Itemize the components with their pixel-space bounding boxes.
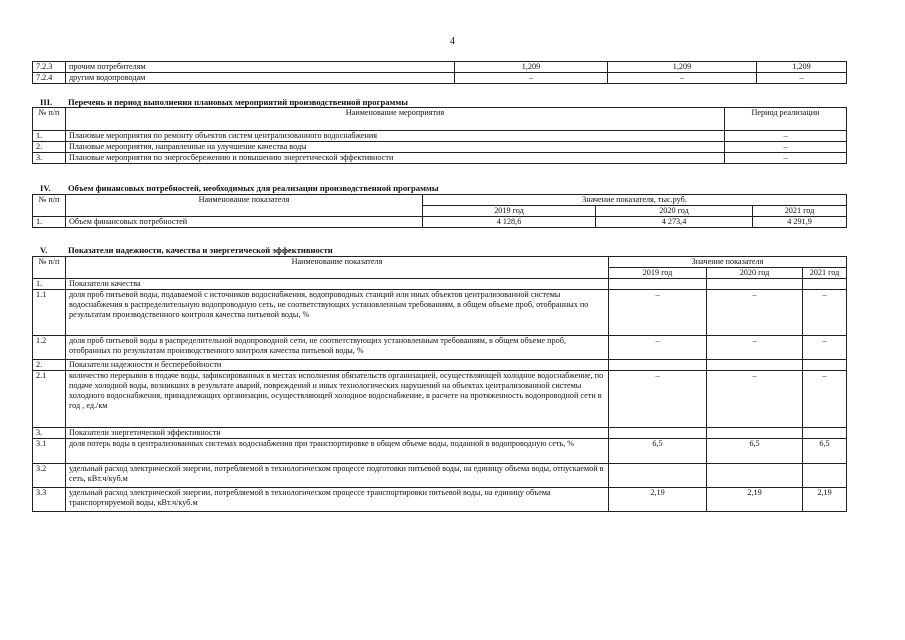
table-cell: 1,209: [757, 62, 847, 73]
col-header-value: Значение показателя: [609, 257, 847, 268]
table-cell: –: [707, 336, 803, 360]
table-cell: удельный расход электрической энергии, потребляемой в технологическом процессе подготовки питьевой воды, на единицу объема воды, отпускаемой в сеть, кВт.ч/куб.м: [66, 464, 609, 488]
table-cell: доля проб питьевой воды, подаваемой с источников водоснабжения, водопроводных станций или иных объектов централизованной системы водоснабжения в распределительную водопроводную сеть, не соответствующих установленным требованиям, в общем объеме проб, отобранных по результатам производственного контроля качества питьевой воды, %: [66, 290, 609, 336]
table-row: [33, 153, 847, 164]
table-cell: 2.: [33, 360, 66, 371]
table-cell: 2.: [33, 142, 66, 153]
table-cell: доля потерь воды в централизованных системах водоснабжения при транспортировке в общем объеме воды, поданной в водопроводную сеть, %: [66, 439, 609, 464]
table-cell: 2,19: [707, 488, 803, 512]
table-cell: 4 273,4: [596, 217, 753, 228]
table-cell: 3.3: [33, 488, 66, 512]
table-row: [33, 360, 847, 371]
section-4-title: IV. Объем финансовых потребностей, необходимых для реализации производственной программы: [40, 183, 439, 193]
table-row: [33, 142, 847, 153]
section-3-title: III. Перечень и период выполнения плановых мероприятий производственной программы: [40, 97, 408, 107]
table-row: [33, 371, 847, 428]
table-cell: –: [725, 131, 847, 142]
table-cell: 3.: [33, 428, 66, 439]
table-cell: [707, 360, 803, 371]
table-row: [33, 62, 847, 73]
table-cell: количество перерывов в подаче воды, зафиксированных в местах исполнения обязательств организацией, осуществляющей холодное водоснабжение, по подаче холодной воды, возникших в результате аварий, повреждений и иных технологических нарушений на объектах централизованной системы холодного водоснабжения, принадлежащих организации, осуществляющей холодное водоснабжение, в расчете на протяженность водопроводной сети в год , ед./км: [66, 371, 609, 428]
col-header-name: Наименование показателя: [66, 257, 609, 279]
table-row: [33, 488, 847, 512]
table-cell: 2,19: [609, 488, 707, 512]
table-cell: доля проб питьевой воды в распределительной водопроводной сети, не соответствующих установленным требованиям, в общем объеме проб, отобранных по результатам производственного контроля качества питьевой воды, %: [66, 336, 609, 360]
table-cell: Показатели качества: [66, 279, 609, 290]
table-row: [33, 217, 847, 228]
table-row: [33, 290, 847, 336]
table-cell: прочим потребителям: [66, 62, 455, 73]
section-3-table: [32, 107, 847, 164]
table-row: [33, 428, 847, 439]
table-cell: –: [707, 371, 803, 428]
table-cell: 2,19: [803, 488, 847, 512]
table-cell: –: [608, 73, 757, 84]
table-cell: 1,209: [455, 62, 608, 73]
table-cell: 2.1: [33, 371, 66, 428]
col-header-year: 2020 год: [707, 268, 803, 279]
table-cell: 3.1: [33, 439, 66, 464]
table-cell: другим водопроводам: [66, 73, 455, 84]
table-cell: Плановые мероприятия, направленные на улучшение качества воды: [66, 142, 725, 153]
table-cell: Плановые мероприятия по энергосбережению и повышению энергетической эффективности: [66, 153, 725, 164]
table-cell: [803, 279, 847, 290]
table-cell: 1.2: [33, 336, 66, 360]
table-cell: [707, 428, 803, 439]
table-cell: [609, 279, 707, 290]
table-cell: 1.: [33, 217, 66, 228]
table-cell: –: [609, 290, 707, 336]
table-cell: 7.2.3: [33, 62, 66, 73]
col-header-num: № п/п: [33, 108, 66, 131]
table-cell: 6,5: [609, 439, 707, 464]
table-cell: –: [609, 371, 707, 428]
table-cell: [609, 464, 707, 488]
table-cell: [707, 464, 803, 488]
table-row: [33, 131, 847, 142]
col-header-num: № п/п: [33, 257, 66, 279]
col-header-name: Наименование показателя: [66, 195, 423, 217]
table-cell: Плановые мероприятия по ремонту объектов систем централизованного водоснабжения: [66, 131, 725, 142]
table-cell: 3.: [33, 153, 66, 164]
table-row: [33, 73, 847, 84]
table-cell: Объем финансовых потребностей: [66, 217, 423, 228]
table-cell: –: [707, 290, 803, 336]
table-cell: [707, 279, 803, 290]
table-cell: [609, 360, 707, 371]
col-header-period: Период реализации: [725, 108, 847, 131]
table-cell: –: [609, 336, 707, 360]
table-row: [33, 439, 847, 464]
table-cell: 7.2.4: [33, 73, 66, 84]
table-cell: –: [725, 142, 847, 153]
table-cell: 1.: [33, 279, 66, 290]
col-header-num: № п/п: [33, 195, 66, 217]
section-4-table: [32, 194, 847, 228]
page-number: 4: [450, 36, 455, 47]
col-header-year: 2019 год: [423, 206, 596, 217]
table-cell: 4 291,9: [753, 217, 847, 228]
table-cell: –: [803, 371, 847, 428]
table-cell: 1,209: [608, 62, 757, 73]
table-cell: [803, 464, 847, 488]
table-row: [33, 279, 847, 290]
table-cell: [803, 360, 847, 371]
col-header-year: 2021 год: [803, 268, 847, 279]
table-cell: 1.: [33, 131, 66, 142]
table-cell: 4 128,6: [423, 217, 596, 228]
table-cell: удельный расход электрической энергии, потребляемой в технологическом процессе транспортировки питьевой воды, на единицу объема транспортируемой воды, кВт.ч/куб.м: [66, 488, 609, 512]
table-cell: Показатели энергетической эффективности: [66, 428, 609, 439]
table-row: [33, 464, 847, 488]
table-cell: 6,5: [707, 439, 803, 464]
col-header-year: 2020 год: [596, 206, 753, 217]
table-row: [33, 336, 847, 360]
col-header-name: Наименование мероприятия: [66, 108, 725, 131]
table-cell: –: [803, 336, 847, 360]
col-header-year: 2019 год: [609, 268, 707, 279]
table-cell: 1.1: [33, 290, 66, 336]
top-table: [32, 61, 847, 84]
section-5-table: [32, 256, 847, 512]
table-cell: –: [455, 73, 608, 84]
table-cell: 6,5: [803, 439, 847, 464]
table-cell: –: [803, 290, 847, 336]
table-cell: [609, 428, 707, 439]
table-cell: –: [757, 73, 847, 84]
table-cell: 3.2: [33, 464, 66, 488]
table-cell: –: [725, 153, 847, 164]
col-header-year: 2021 год: [753, 206, 847, 217]
section-5-title: V. Показатели надежности, качества и энергетической эффективности: [40, 245, 333, 255]
table-cell: [803, 428, 847, 439]
table-cell: Показатели надежности и бесперебойности: [66, 360, 609, 371]
col-header-value: Значение показателя, тыс.руб.: [423, 195, 847, 206]
